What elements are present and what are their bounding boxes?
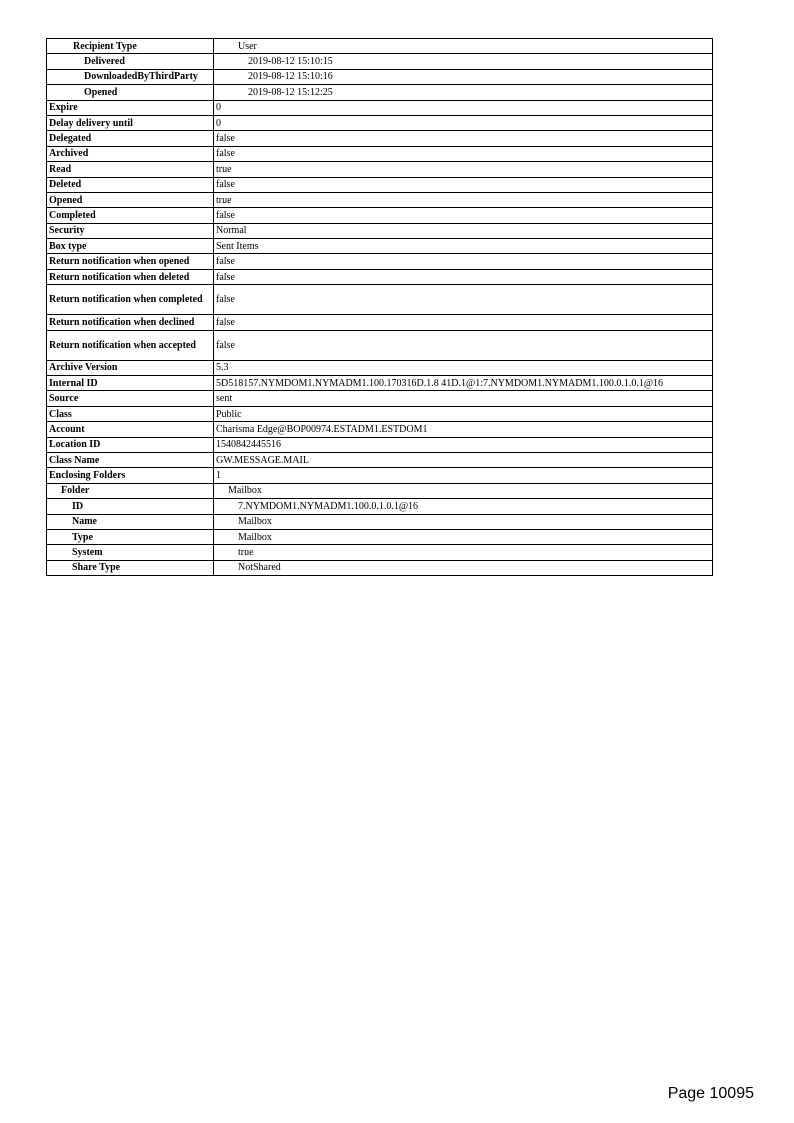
row-value: 5.3 [214,360,713,375]
row-label: Return notification when declined [47,315,214,330]
table-row [47,54,713,69]
table-row [47,208,713,223]
table-row [47,330,713,360]
row-value: false [214,285,713,315]
row-label: Recipient Type [47,39,214,54]
table-row [47,437,713,452]
row-value: true [214,162,713,177]
row-value: true [214,545,713,560]
table-row [47,406,713,421]
table-row [47,162,713,177]
row-label: Account [47,422,214,437]
table-row [47,223,713,238]
row-label: Opened [47,192,214,207]
row-label: Class [47,406,214,421]
table-row [47,254,713,269]
row-label: Return notification when completed [47,285,214,315]
row-value: GW.MESSAGE.MAIL [214,452,713,467]
table-row [47,391,713,406]
row-label: Return notification when accepted [47,330,214,360]
table-row [47,452,713,467]
row-value: 0 [214,100,713,115]
row-value: false [214,208,713,223]
row-value: 2019-08-12 15:10:15 [214,54,713,69]
row-value: Mailbox [214,483,713,498]
row-label: Delegated [47,131,214,146]
row-value: false [214,177,713,192]
table-row [47,483,713,498]
row-label: Delivered [47,54,214,69]
table-row [47,115,713,130]
row-label: Opened [47,85,214,100]
table-row [47,177,713,192]
row-label: Location ID [47,437,214,452]
row-value: Mailbox [214,514,713,529]
row-label: Security [47,223,214,238]
table-row [47,192,713,207]
row-value: 7.NYMDOM1.NYMADM1.100.0.1.0.1@16 [214,499,713,514]
row-label: DownloadedByThirdParty [47,69,214,84]
table-row [47,422,713,437]
row-label: Read [47,162,214,177]
row-label: Return notification when opened [47,254,214,269]
row-label: ID [47,499,214,514]
row-value: 2019-08-12 15:12:25 [214,85,713,100]
row-label: System [47,545,214,560]
table-row [47,376,713,391]
table-row [47,100,713,115]
row-label: Archived [47,146,214,161]
row-label: Delay delivery until [47,115,214,130]
row-value: Charisma Edge@BOP00974.ESTADM1.ESTDOM1 [214,422,713,437]
table-row [47,499,713,514]
row-value: false [214,330,713,360]
table-row [47,514,713,529]
row-label: Completed [47,208,214,223]
row-value: false [214,254,713,269]
row-label: Return notification when deleted [47,269,214,284]
row-value: 1540842445516 [214,437,713,452]
table-row [47,69,713,84]
table-row [47,360,713,375]
row-value: 0 [214,115,713,130]
row-value: User [214,39,713,54]
row-value: false [214,315,713,330]
row-label: Type [47,529,214,544]
table-row [47,39,713,54]
row-label: Class Name [47,452,214,467]
row-value: false [214,269,713,284]
row-value: Sent Items [214,239,713,254]
row-value: NotShared [214,560,713,575]
table-row [47,468,713,483]
row-label: Deleted [47,177,214,192]
page-number: Page 10095 [667,1085,754,1102]
row-value: false [214,131,713,146]
row-label: Folder [47,483,214,498]
table-row [47,285,713,315]
row-value: sent [214,391,713,406]
table-row [47,560,713,575]
row-value: 1 [214,468,713,483]
row-label: Share Type [47,560,214,575]
table-row [47,315,713,330]
row-value: 5D518157.NYMDOM1.NYMADM1.100.170316D.1.8 41D.1@1:7.NYMDOM1.NYMADM1.100.0.1.0.1@16 [214,376,713,391]
row-label: Source [47,391,214,406]
row-value: false [214,146,713,161]
table-row [47,239,713,254]
row-value: Normal [214,223,713,238]
table-row [47,529,713,544]
row-label: Archive Version [47,360,214,375]
table-row [47,269,713,284]
row-label: Expire [47,100,214,115]
table-row [47,85,713,100]
table-row [47,545,713,560]
row-value: Mailbox [214,529,713,544]
row-label: Box type [47,239,214,254]
table-row [47,146,713,161]
row-label: Enclosing Folders [47,468,214,483]
row-label: Name [47,514,214,529]
row-label: Internal ID [47,376,214,391]
table-row [47,131,713,146]
row-value: Public [214,406,713,421]
row-value: 2019-08-12 15:10:16 [214,69,713,84]
row-value: true [214,192,713,207]
properties-table [46,38,713,576]
